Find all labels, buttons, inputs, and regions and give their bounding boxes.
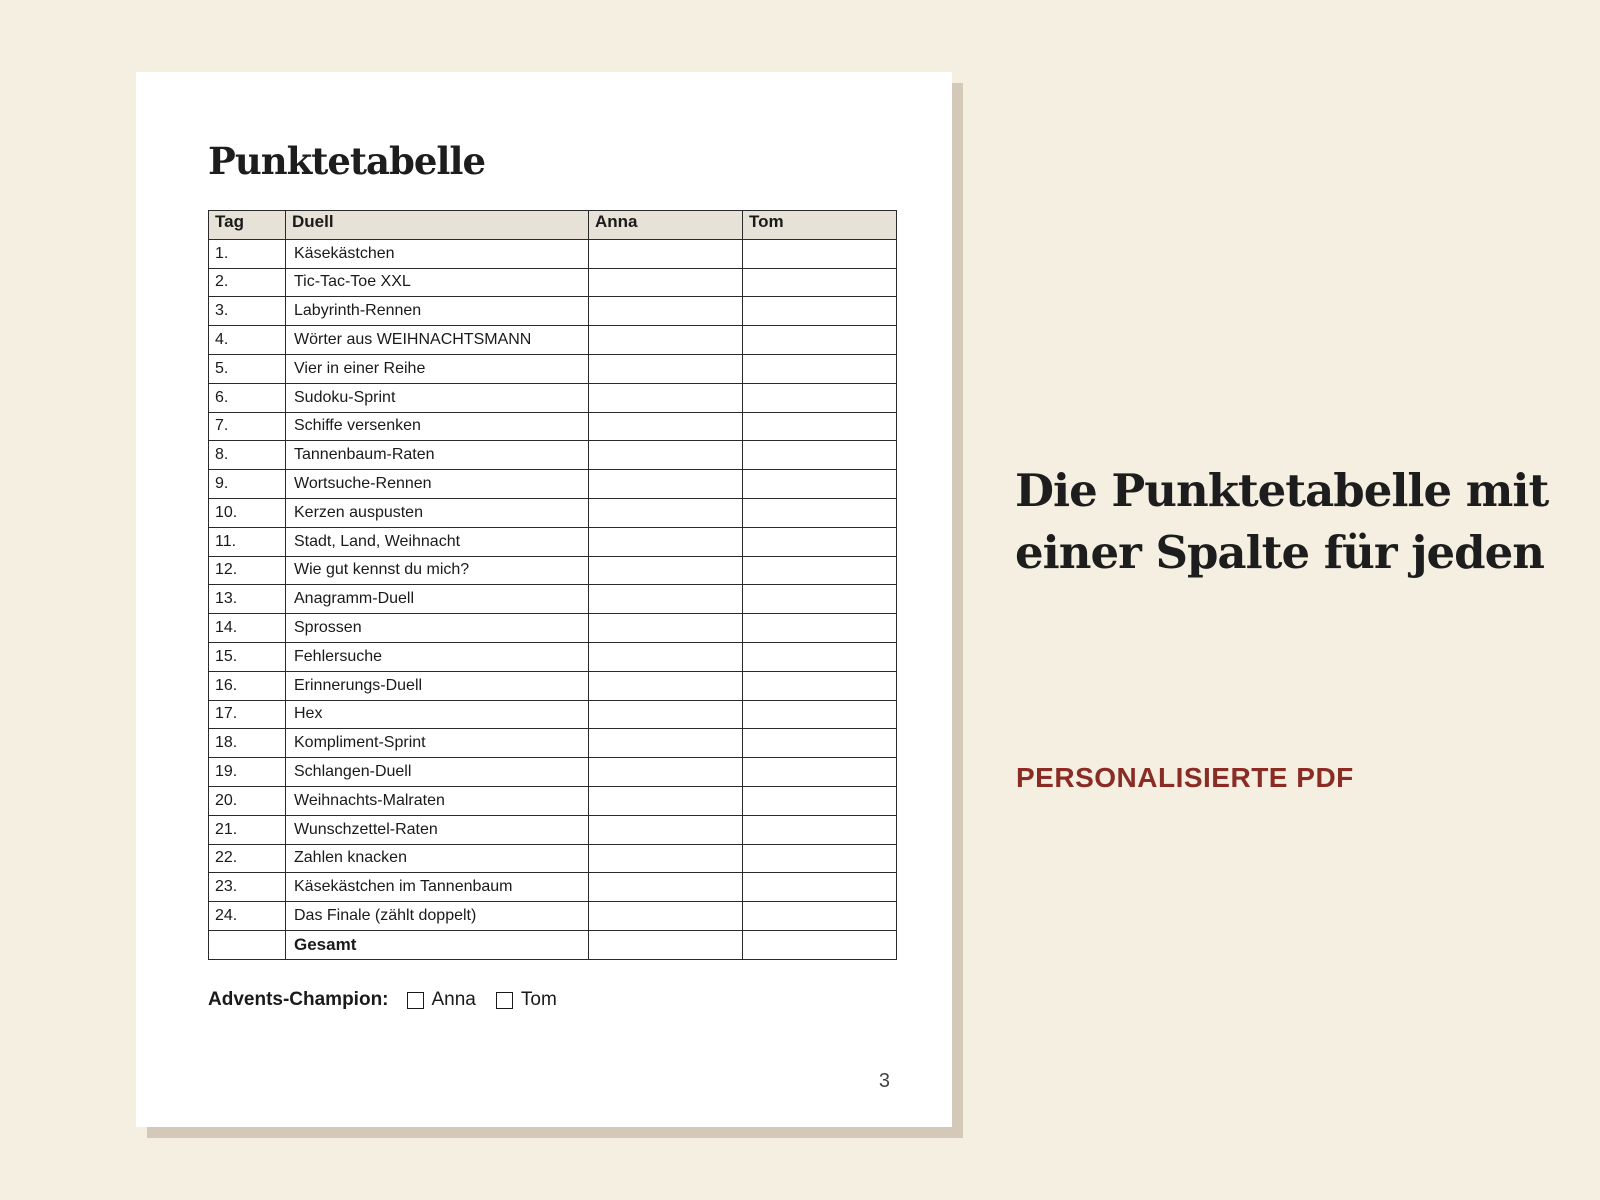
duel-cell: Käsekästchen im Tannenbaum — [286, 873, 589, 902]
headline-line-2: einer Spalte für jeden — [1015, 526, 1544, 579]
score-cell-player-2[interactable] — [743, 268, 897, 297]
champion-option-anna[interactable] — [407, 989, 476, 1011]
table-row — [209, 239, 897, 268]
header-duel: Duell — [286, 211, 589, 240]
duel-cell: Tic-Tac-Toe XXL — [286, 268, 589, 297]
table-row — [209, 614, 897, 643]
score-cell-player-1[interactable] — [589, 786, 743, 815]
day-cell: 11. — [209, 527, 286, 556]
score-cell-player-2[interactable] — [743, 671, 897, 700]
duel-cell: Weihnachts-Malraten — [286, 786, 589, 815]
duel-cell: Das Finale (zählt doppelt) — [286, 902, 589, 931]
table-row — [209, 556, 897, 585]
table-row — [209, 873, 897, 902]
table-row — [209, 354, 897, 383]
duel-cell: Sprossen — [286, 614, 589, 643]
score-cell-player-2[interactable] — [743, 556, 897, 585]
score-cell-player-1[interactable] — [589, 354, 743, 383]
duel-cell: Kompliment-Sprint — [286, 729, 589, 758]
day-cell: 7. — [209, 412, 286, 441]
total-tag-cell — [209, 930, 286, 959]
day-cell: 21. — [209, 815, 286, 844]
score-cell-player-1[interactable] — [589, 902, 743, 931]
score-cell-player-1[interactable] — [589, 297, 743, 326]
score-cell-player-1[interactable] — [589, 614, 743, 643]
score-cell-player-1[interactable] — [589, 326, 743, 355]
page-number: 3 — [878, 1070, 890, 1092]
score-cell-player-2[interactable] — [743, 498, 897, 527]
day-cell: 20. — [209, 786, 286, 815]
table-row — [209, 700, 897, 729]
day-cell: 8. — [209, 441, 286, 470]
headline-line-1: Die Punktetabelle mit — [1015, 464, 1549, 517]
score-cell-player-2[interactable] — [743, 844, 897, 873]
day-cell: 13. — [209, 585, 286, 614]
duel-cell: Käsekästchen — [286, 239, 589, 268]
duel-cell: Wunschzettel-Raten — [286, 815, 589, 844]
checkbox-icon[interactable] — [496, 992, 513, 1009]
table-row — [209, 902, 897, 931]
score-sheet-page — [136, 72, 952, 1127]
score-cell-player-1[interactable] — [589, 844, 743, 873]
day-cell: 4. — [209, 326, 286, 355]
score-cell-player-1[interactable] — [589, 671, 743, 700]
score-table — [208, 210, 897, 960]
score-cell-player-2[interactable] — [743, 642, 897, 671]
day-cell: 24. — [209, 902, 286, 931]
score-cell-player-2[interactable] — [743, 527, 897, 556]
day-cell: 22. — [209, 844, 286, 873]
day-cell: 12. — [209, 556, 286, 585]
score-cell-player-2[interactable] — [743, 786, 897, 815]
champion-selector — [208, 989, 577, 1011]
sheet-title: Punktetabelle — [208, 139, 486, 183]
score-cell-player-2[interactable] — [743, 700, 897, 729]
table-row — [209, 326, 897, 355]
table-row — [209, 470, 897, 499]
score-cell-player-1[interactable] — [589, 873, 743, 902]
day-cell: 1. — [209, 239, 286, 268]
score-cell-player-1[interactable] — [589, 585, 743, 614]
duel-cell: Schlangen-Duell — [286, 758, 589, 787]
table-row — [209, 268, 897, 297]
score-cell-player-2[interactable] — [743, 902, 897, 931]
day-cell: 23. — [209, 873, 286, 902]
table-row — [209, 729, 897, 758]
day-cell: 3. — [209, 297, 286, 326]
table-row — [209, 297, 897, 326]
duel-cell: Wörter aus WEIHNACHTSMANN — [286, 326, 589, 355]
table-row — [209, 844, 897, 873]
day-cell: 14. — [209, 614, 286, 643]
score-cell-player-1[interactable] — [589, 383, 743, 412]
table-row — [209, 412, 897, 441]
day-cell: 2. — [209, 268, 286, 297]
score-cell-player-2[interactable] — [743, 470, 897, 499]
score-cell-player-2[interactable] — [743, 412, 897, 441]
duel-cell: Vier in einer Reihe — [286, 354, 589, 383]
score-cell-player-2[interactable] — [743, 614, 897, 643]
score-cell-player-2[interactable] — [743, 873, 897, 902]
score-cell-player-2[interactable] — [743, 758, 897, 787]
score-cell-player-2[interactable] — [743, 354, 897, 383]
score-cell-player-1[interactable] — [589, 556, 743, 585]
score-cell-player-2[interactable] — [743, 239, 897, 268]
total-score-player-2[interactable] — [743, 930, 897, 959]
champion-option-label: Tom — [520, 989, 557, 1010]
table-row — [209, 786, 897, 815]
champion-label: Advents-Champion: — [208, 989, 389, 1010]
duel-cell: Stadt, Land, Weihnacht — [286, 527, 589, 556]
score-cell-player-1[interactable] — [589, 758, 743, 787]
day-cell: 17. — [209, 700, 286, 729]
score-cell-player-1[interactable] — [589, 498, 743, 527]
score-cell-player-2[interactable] — [743, 297, 897, 326]
champion-option-tom[interactable] — [496, 989, 557, 1011]
score-cell-player-2[interactable] — [743, 326, 897, 355]
score-cell-player-1[interactable] — [589, 470, 743, 499]
score-cell-player-1[interactable] — [589, 527, 743, 556]
duel-cell: Tannenbaum-Raten — [286, 441, 589, 470]
total-score-player-1[interactable] — [589, 930, 743, 959]
score-cell-player-2[interactable] — [743, 815, 897, 844]
score-cell-player-1[interactable] — [589, 268, 743, 297]
score-cell-player-1[interactable] — [589, 412, 743, 441]
table-row — [209, 815, 897, 844]
duel-cell: Erinnerungs-Duell — [286, 671, 589, 700]
score-cell-player-2[interactable] — [743, 441, 897, 470]
score-cell-player-1[interactable] — [589, 815, 743, 844]
promo-tagline: PERSONALISIERTE PDF — [1016, 762, 1354, 793]
total-row — [209, 930, 897, 959]
day-cell: 19. — [209, 758, 286, 787]
duel-cell: Schiffe versenken — [286, 412, 589, 441]
duel-cell: Wortsuche-Rennen — [286, 470, 589, 499]
duel-cell: Sudoku-Sprint — [286, 383, 589, 412]
checkbox-icon[interactable] — [407, 992, 424, 1009]
score-cell-player-1[interactable] — [589, 729, 743, 758]
score-cell-player-1[interactable] — [589, 441, 743, 470]
header-tag: Tag — [209, 211, 286, 240]
header-player-2: Tom — [743, 211, 897, 240]
day-cell: 9. — [209, 470, 286, 499]
day-cell: 18. — [209, 729, 286, 758]
duel-cell: Fehlersuche — [286, 642, 589, 671]
score-cell-player-2[interactable] — [743, 383, 897, 412]
table-row — [209, 642, 897, 671]
table-row — [209, 498, 897, 527]
table-row — [209, 585, 897, 614]
table-row — [209, 441, 897, 470]
total-label: Gesamt — [286, 930, 589, 959]
duel-cell: Labyrinth-Rennen — [286, 297, 589, 326]
duel-cell: Zahlen knacken — [286, 844, 589, 873]
table-row — [209, 758, 897, 787]
day-cell: 6. — [209, 383, 286, 412]
duel-cell: Wie gut kennst du mich? — [286, 556, 589, 585]
table-row — [209, 671, 897, 700]
duel-cell: Kerzen auspusten — [286, 498, 589, 527]
day-cell: 10. — [209, 498, 286, 527]
score-cell-player-2[interactable] — [743, 729, 897, 758]
day-cell: 5. — [209, 354, 286, 383]
score-cell-player-2[interactable] — [743, 585, 897, 614]
score-cell-player-1[interactable] — [589, 700, 743, 729]
header-player-1: Anna — [589, 211, 743, 240]
day-cell: 16. — [209, 671, 286, 700]
duel-cell: Anagramm-Duell — [286, 585, 589, 614]
table-row — [209, 383, 897, 412]
champion-option-label: Anna — [431, 989, 476, 1010]
day-cell: 15. — [209, 642, 286, 671]
table-row — [209, 527, 897, 556]
score-cell-player-1[interactable] — [589, 642, 743, 671]
table-header-row — [209, 211, 897, 240]
promo-headline — [1015, 460, 1575, 584]
duel-cell: Hex — [286, 700, 589, 729]
score-cell-player-1[interactable] — [589, 239, 743, 268]
